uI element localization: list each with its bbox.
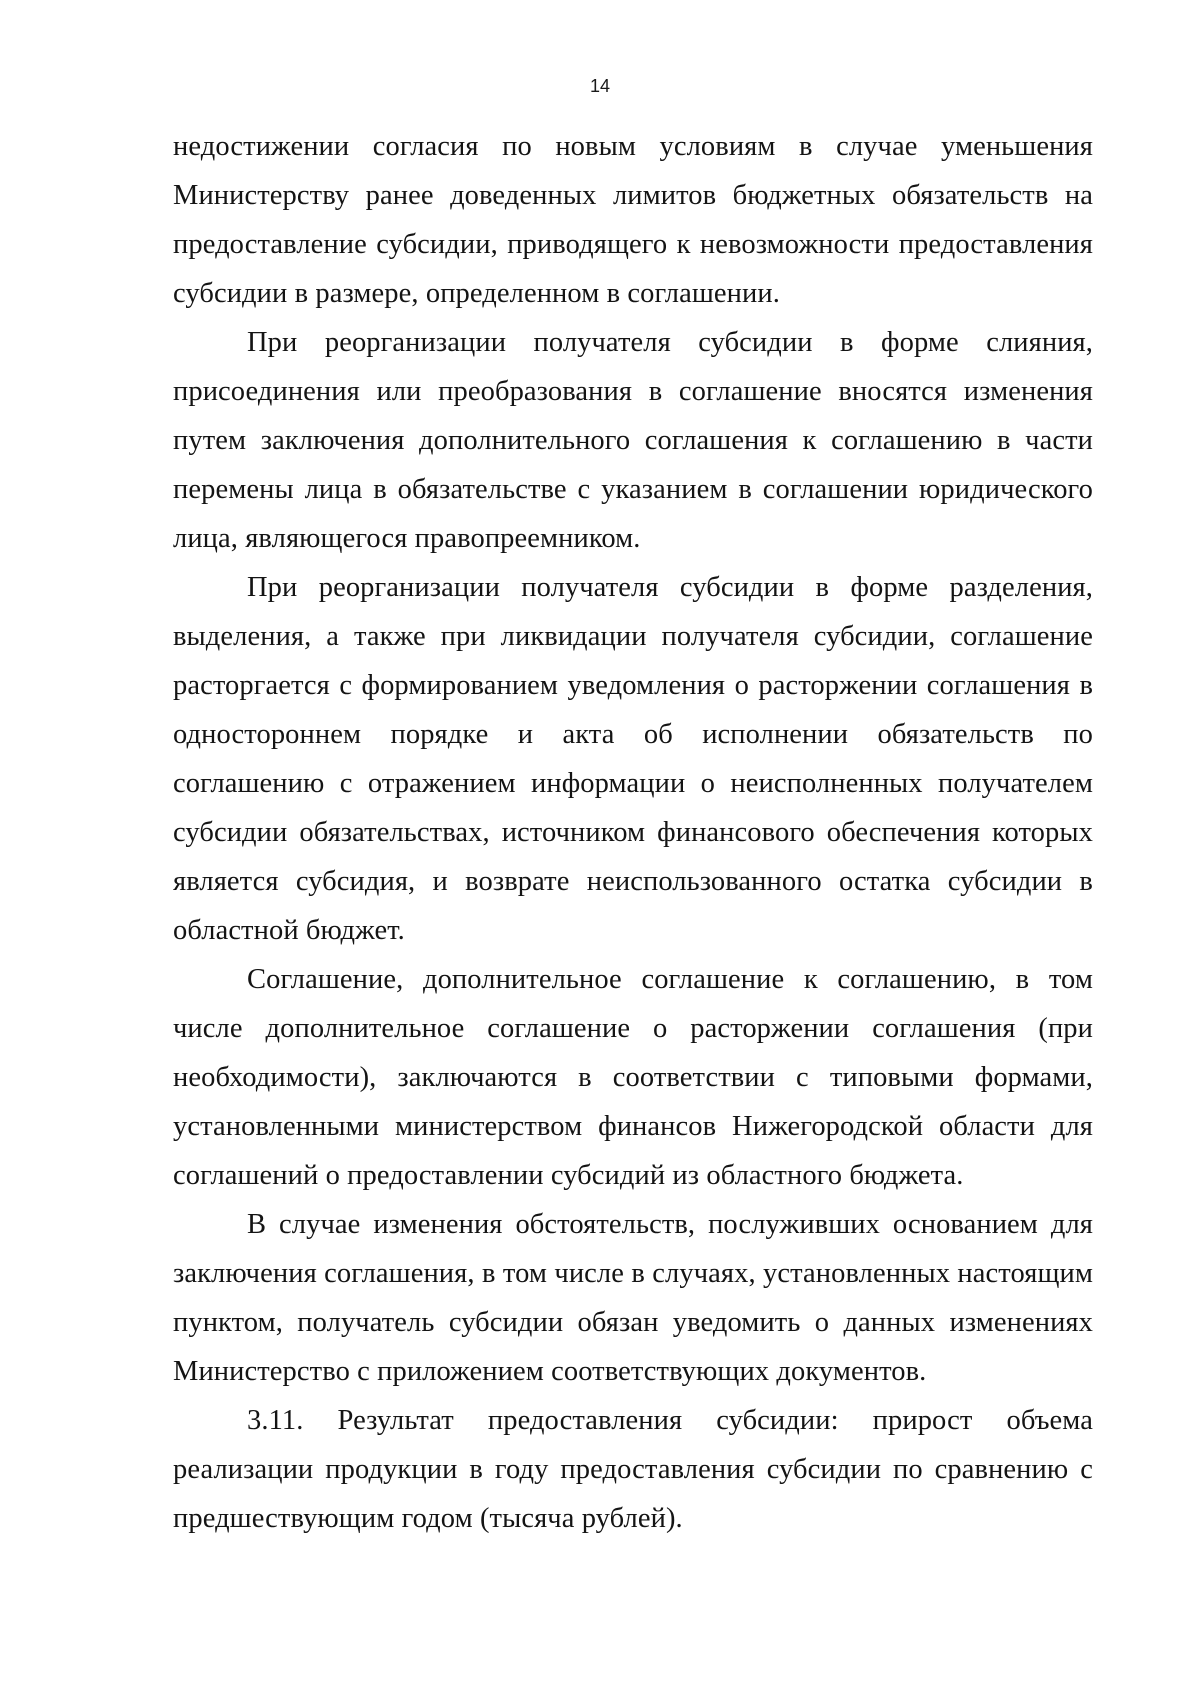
paragraph-change-notification: В случае изменения обстоятельств, послуживших основанием для заключения соглашения, в том числе в случаях, установленных настоящим пунктом, получатель субсидии обязан уведомить о данных изменениях Министерство с приложением соответствующих документов.: [173, 1209, 1093, 1387]
paragraph-reorganization-division: При реорганизации получателя субсидии в форме разделения, выделения, а также при ликвидации получателя субсидии, соглашение расторгается с формированием уведомления о расторжении соглашения в одностороннем порядке и акта об исполнении обязательств по соглашению с отражением информации о неисполненных получателем субсидии обязательствах, источником финансового обеспечения которых является субсидия, и возврате неиспользованного остатка субсидии в областной бюджет.: [173, 572, 1093, 946]
page-number: 14: [589, 76, 611, 96]
paragraph-continuation: недостижении согласия по новым условиям в случае уменьшения Министерству ранее доведенных лимитов бюджетных обязательств на предоставление субсидии, приводящего к невозможности предоставления субсидии в размере, определенном в соглашении.: [173, 131, 1093, 309]
document-body: [173, 122, 1093, 1543]
paragraph-section-3-11: 3.11. Результат предоставления субсидии: прирост объема реализации продукции в году предоставления субсидии по сравнению с предшествующим годом (тысяча рублей).: [173, 1405, 1093, 1534]
paragraph-reorganization-merger: При реорганизации получателя субсидии в форме слияния, присоединения или преобразования в соглашение вносятся изменения путем заключения дополнительного соглашения к соглашению в части перемены лица в обязательстве с указанием в соглашении юридического лица, являющегося правопреемником.: [173, 327, 1093, 554]
paragraph-agreement-forms: Соглашение, дополнительное соглашение к соглашению, в том числе дополнительное соглашение о расторжении соглашения (при необходимости), заключаются в соответствии с типовыми формами, установленными министерством финансов Нижегородской области для соглашений о предоставлении субсидий из областного бюджета.: [173, 964, 1093, 1191]
